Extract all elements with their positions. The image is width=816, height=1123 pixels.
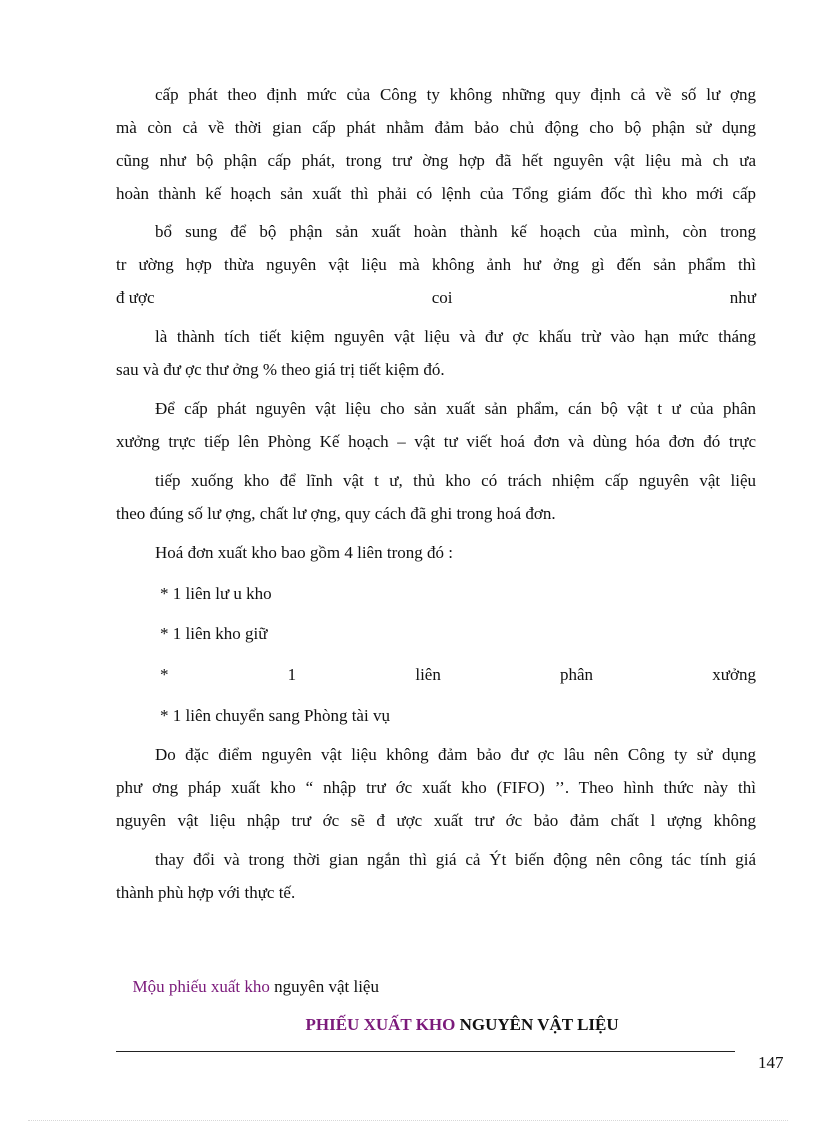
list-item: * 1 liên lư u kho bbox=[160, 584, 272, 603]
word: đ ược bbox=[116, 288, 155, 307]
body-line: theo đúng số lư ợng, chất lư ợng, quy cách đã ghi trong hoá đơn. bbox=[116, 504, 556, 523]
body-line: Do đặc điểm nguyên vật liệu không đảm bảo đư ợc lâu nên Công ty sử dụng bbox=[155, 745, 756, 764]
list-item bbox=[160, 664, 756, 686]
list-item: * 1 liên chuyển sang Phòng tài vụ bbox=[160, 706, 390, 725]
word: xưởng bbox=[712, 665, 756, 684]
word: coi bbox=[431, 288, 453, 307]
body-line: tiếp xuống kho để lĩnh vật t ư, thủ kho có trách nhiệm cấp nguyên vật liệu bbox=[155, 471, 756, 490]
heading-highlight: PHIẾU XUẤT KHO bbox=[305, 1015, 456, 1034]
spread-line bbox=[116, 287, 756, 309]
word: 1 bbox=[287, 665, 297, 684]
list-item: * 1 liên kho giữ bbox=[160, 624, 268, 643]
body-line: mà còn cả về thời gian cấp phát nhằm đảm bảo chủ động cho bộ phận sử dụng bbox=[116, 118, 756, 137]
body-line: sau và đư ợc thư ởng % theo giá trị tiết kiệm đó. bbox=[116, 360, 445, 379]
body-line: là thành tích tiết kiệm nguyên vật liệu và đư ợc khấu trừ vào hạn mức tháng bbox=[155, 327, 756, 346]
footer-rule bbox=[116, 1051, 735, 1052]
body-line: xưởng trực tiếp lên Phòng Kế hoạch – vật tư viết hoá đơn và dùng hóa đơn đó trực bbox=[116, 432, 756, 451]
body-line: nguyên vật liệu nhập trư ớc sẽ đ ược xuất trư ớc bảo đảm chất l ượng không bbox=[116, 811, 756, 830]
body-line: phư ơng pháp xuất kho “ nhập trư ớc xuất kho (FIFO) ’’. Theo hình thức này thì bbox=[116, 778, 756, 797]
word: liên bbox=[415, 665, 441, 684]
caption-highlight: Mộu phiếu xuất kho bbox=[132, 977, 270, 996]
word: * bbox=[160, 665, 169, 684]
body-line: thay đổi và trong thời gian ngắn thì giá cả Ýt biến động nên công tác tính giá bbox=[155, 850, 756, 869]
caption-text: nguyên vật liệu bbox=[269, 977, 379, 996]
word: như bbox=[729, 288, 756, 307]
body-line: Để cấp phát nguyên vật liệu cho sản xuất sản phẩm, cán bộ vật t ư của phân bbox=[155, 399, 756, 418]
page-number: 147 bbox=[758, 1053, 784, 1072]
body-line: Hoá đơn xuất kho bao gồm 4 liên trong đó : bbox=[155, 543, 453, 562]
form-heading bbox=[297, 992, 619, 1036]
word: phân bbox=[560, 665, 594, 684]
body-line: thành phù hợp với thực tế. bbox=[116, 883, 296, 902]
heading-text: NGUYÊN VẬT LIỆU bbox=[455, 1015, 619, 1034]
body-line: hoàn thành kế hoạch sản xuất thì phải có lệnh của Tổng giám đốc thì kho mới cấp bbox=[116, 184, 756, 203]
body-line: cũng như bộ phận cấp phát, trong trư ờng hợp đã hết nguyên vật liệu mà ch ưa bbox=[116, 151, 756, 170]
page-bottom-border bbox=[28, 1120, 788, 1121]
body-line: bổ sung để bộ phận sản xuất hoàn thành kế hoạch của mình, còn trong bbox=[155, 222, 756, 241]
body-line: tr ường hợp thừa nguyên vật liệu mà không ảnh hư ởng gì đến sản phẩm thì bbox=[116, 255, 756, 274]
body-line: cấp phát theo định mức của Công ty không những quy định cả về số lư ợng bbox=[155, 85, 756, 104]
